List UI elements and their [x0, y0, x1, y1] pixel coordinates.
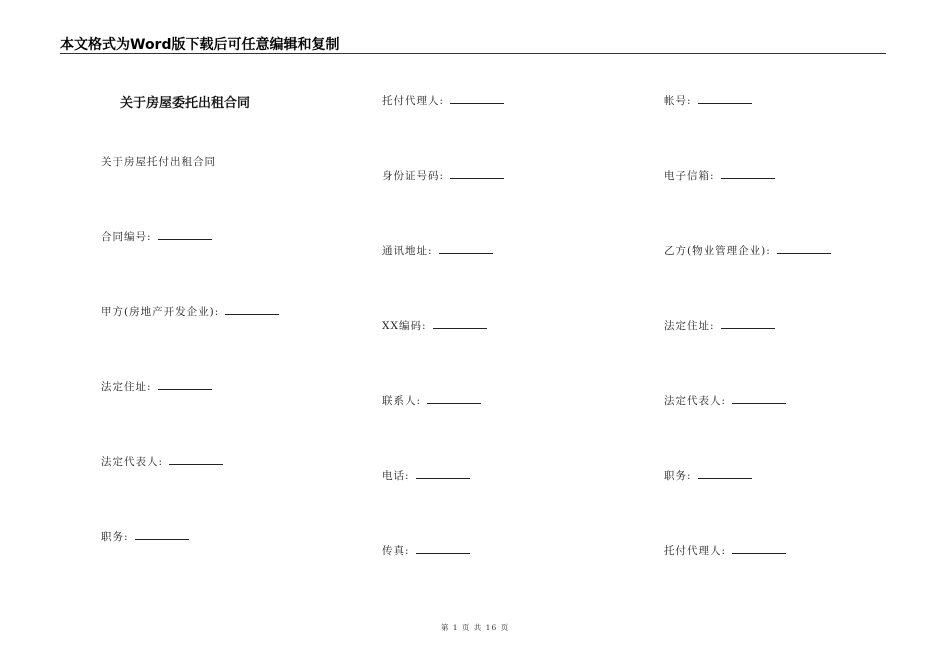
field-fax: 传真:	[382, 543, 470, 558]
field-agent-a: 托付代理人:	[382, 93, 504, 108]
blank-line	[721, 178, 775, 179]
blank-line	[158, 239, 212, 240]
field-id-number: 身份证号码:	[382, 168, 504, 183]
field-bank-account: 帐号:	[664, 93, 752, 108]
field-party-a: 甲方(房地产开发企业):	[101, 304, 279, 319]
blank-line	[225, 314, 279, 315]
page-number-footer: 第 1 页 共 16 页	[440, 623, 510, 632]
field-legal-rep-a: 法定代表人:	[101, 454, 223, 469]
blank-line	[416, 553, 470, 554]
blank-line	[135, 539, 189, 540]
field-legal-address-b: 法定住址:	[664, 318, 775, 333]
blank-line	[450, 178, 504, 179]
field-position-b: 职务:	[664, 468, 752, 483]
field-position-a: 职务:	[101, 529, 189, 544]
field-legal-rep-b: 法定代表人:	[664, 393, 786, 408]
blank-line	[169, 464, 223, 465]
field-mailing-address: 通讯地址:	[382, 243, 493, 258]
field-postal-code: XX编码:	[382, 318, 487, 333]
field-party-b: 乙方(物业管理企业):	[664, 243, 831, 258]
field-phone: 电话:	[382, 468, 470, 483]
blank-line	[427, 403, 481, 404]
blank-line	[732, 403, 786, 404]
blank-line	[158, 389, 212, 390]
blank-line	[698, 103, 752, 104]
page-header-title: 本文格式为Word版下载后可任意编辑和复制	[60, 37, 340, 53]
blank-line	[777, 253, 831, 254]
field-email: 电子信箱:	[664, 168, 775, 183]
document-title: 关于房屋委托出租合同	[120, 96, 251, 111]
field-legal-address-a: 法定住址:	[101, 379, 212, 394]
header-divider	[60, 53, 886, 54]
blank-line	[433, 328, 487, 329]
blank-line	[439, 253, 493, 254]
blank-line	[450, 103, 504, 104]
blank-line	[732, 553, 786, 554]
blank-line	[416, 478, 470, 479]
field-agent-b: 托付代理人:	[664, 543, 786, 558]
blank-line	[721, 328, 775, 329]
blank-line	[698, 478, 752, 479]
field-contact-person: 联系人:	[382, 393, 481, 408]
field-contract-number: 合同编号:	[101, 229, 212, 244]
document-subtitle: 关于房屋托付出租合同	[101, 156, 216, 168]
